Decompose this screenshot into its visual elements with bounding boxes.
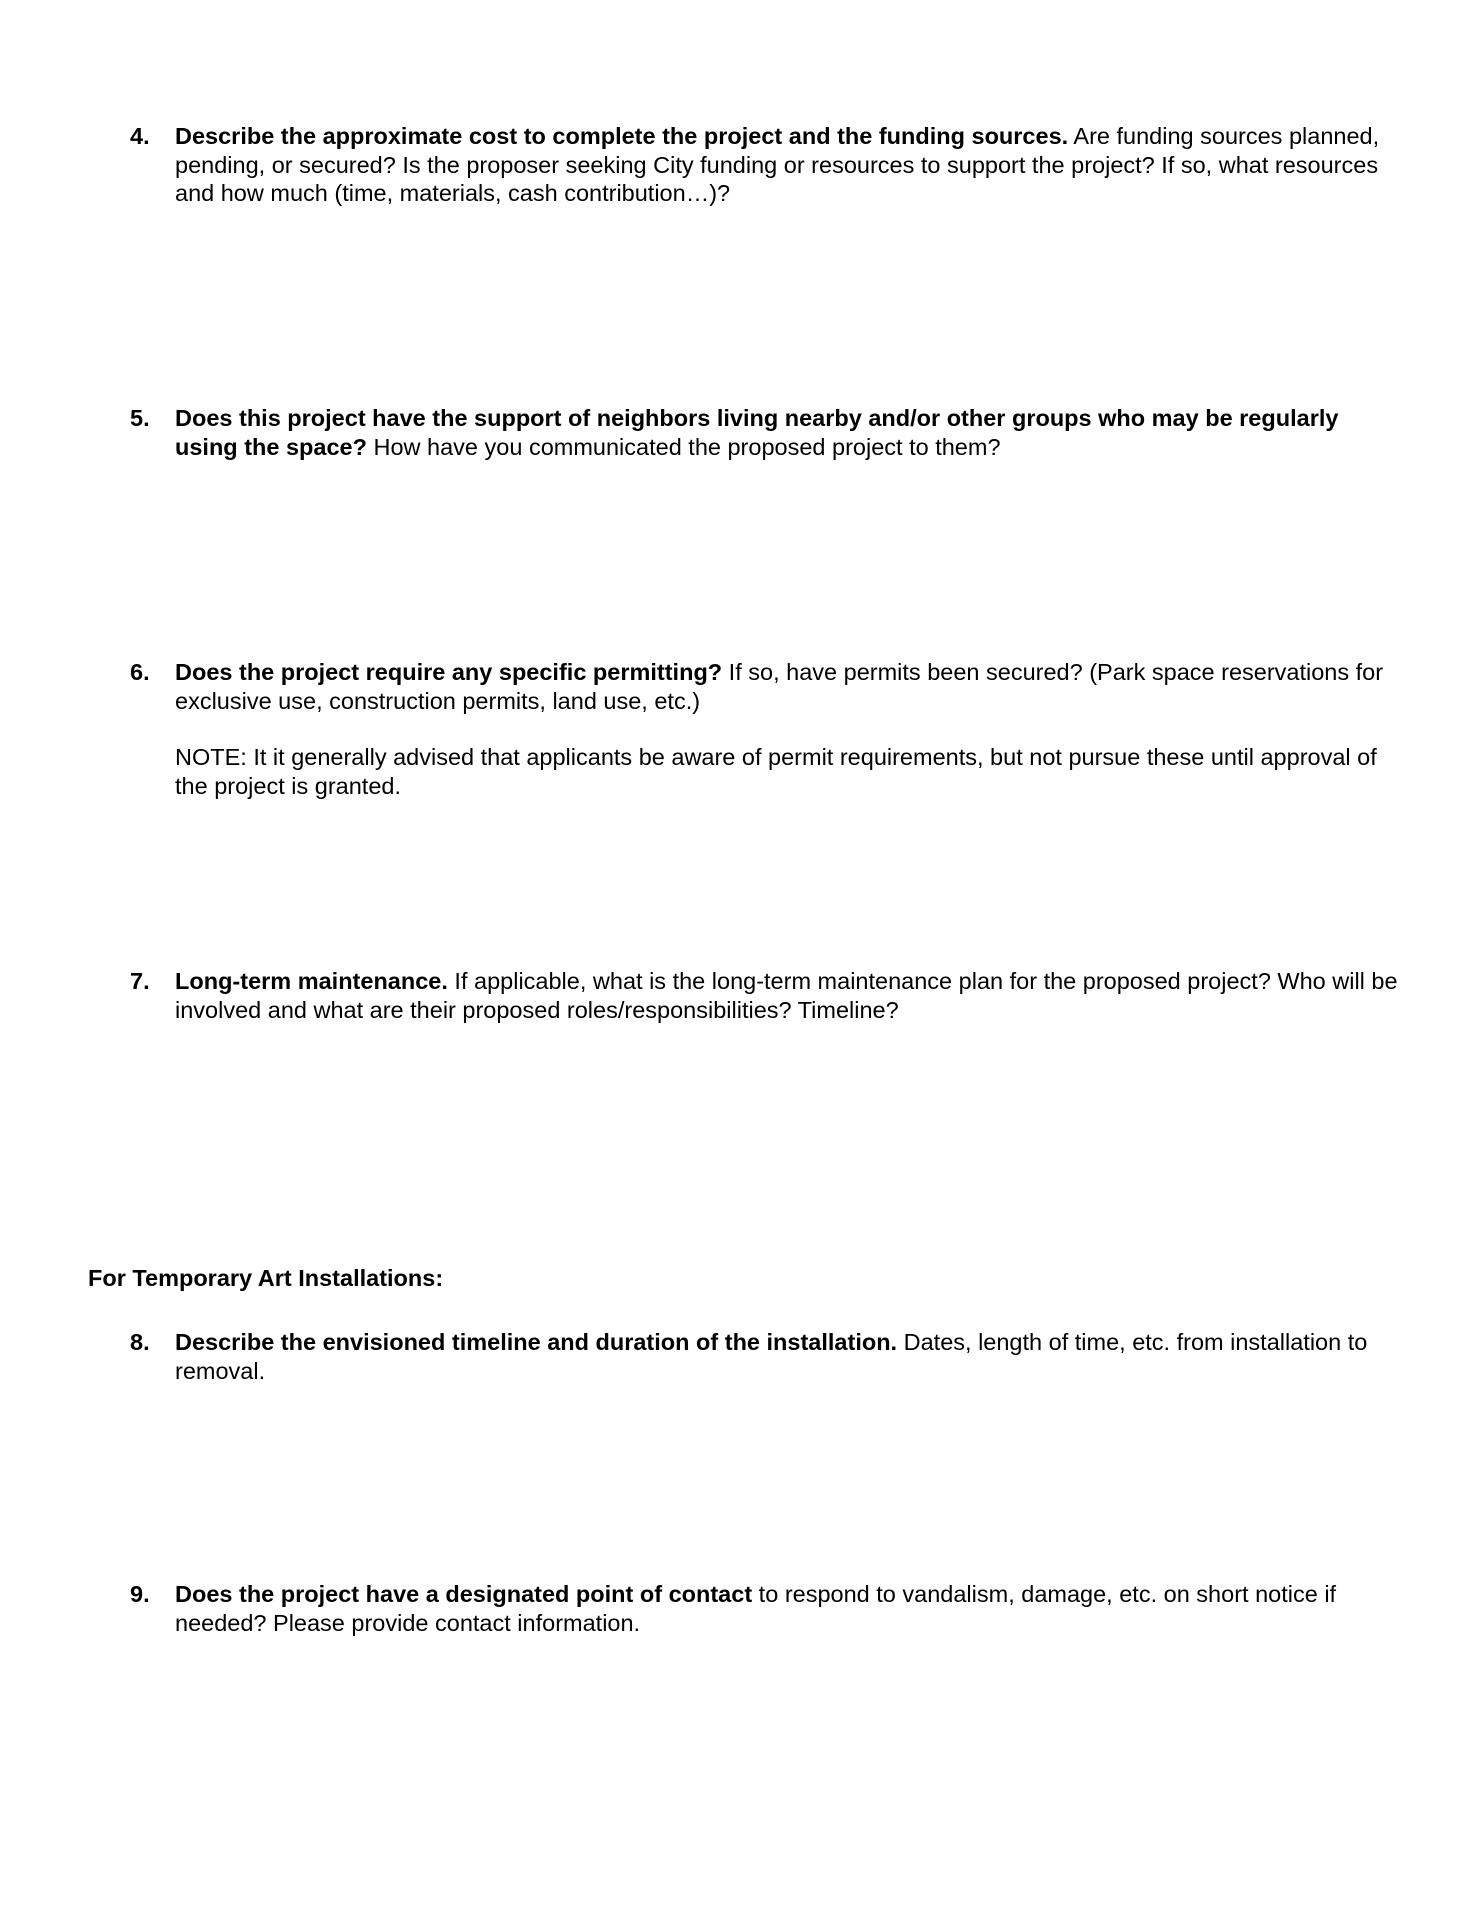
question-number: 9. [130,1581,150,1607]
section-heading: For Temporary Art Installations: [88,1265,444,1291]
question-text [175,404,1400,461]
question-number: 5. [130,405,150,431]
question-8 [130,1328,1400,1385]
question-detail: to respond to vandalism, damage, etc. on short notice if needed? Please provide contact information. [175,1581,1337,1636]
question-note: NOTE: It it generally advised that applicants be aware of permit requirements, but not pursue these until approval of the project is granted. [175,744,1377,799]
question-title: Does the project have a designated point of contact [175,1581,753,1607]
question-title: Does the project require any specific permitting? [175,659,723,685]
question-text [175,122,1400,208]
question-6 [130,658,1400,800]
question-title: Describe the envisioned timeline and duration of the installation. [175,1329,898,1355]
question-title: Describe the approximate cost to complete the project and the funding sources. [175,123,1069,149]
question-7 [130,967,1400,1024]
question-number: 6. [130,659,150,685]
question-detail: If applicable, what is the long-term maintenance plan for the proposed project? Who will be involved and what are their proposed roles/responsibilities? Timeline? [175,968,1398,1023]
question-text [175,658,1400,715]
question-text [175,1580,1400,1637]
question-title: Does this project have the support of neighbors living nearby and/or other groups who may be regularly using the space? [175,405,1339,460]
question-text [175,1328,1400,1385]
question-detail: If so, have permits been secured? (Park space reservations for exclusive use, construction permits, land use, etc.) [175,659,1384,714]
question-number: 4. [130,123,150,149]
question-detail: Are funding sources planned, pending, or secured? Is the proposer seeking City funding or resources to support the project? If so, what resources and how much (time, materials, cash contribution…)? [175,123,1380,206]
question-4 [130,122,1400,208]
question-5 [130,404,1400,461]
question-text [175,967,1400,1024]
question-number: 7. [130,968,150,994]
question-9 [130,1580,1400,1637]
question-detail: How have you communicated the proposed project to them? [366,433,1001,460]
question-number: 8. [130,1329,150,1355]
question-title: Long-term maintenance. [175,968,448,994]
question-detail: Dates, length of time, etc. from installation to removal. [175,1329,1368,1384]
